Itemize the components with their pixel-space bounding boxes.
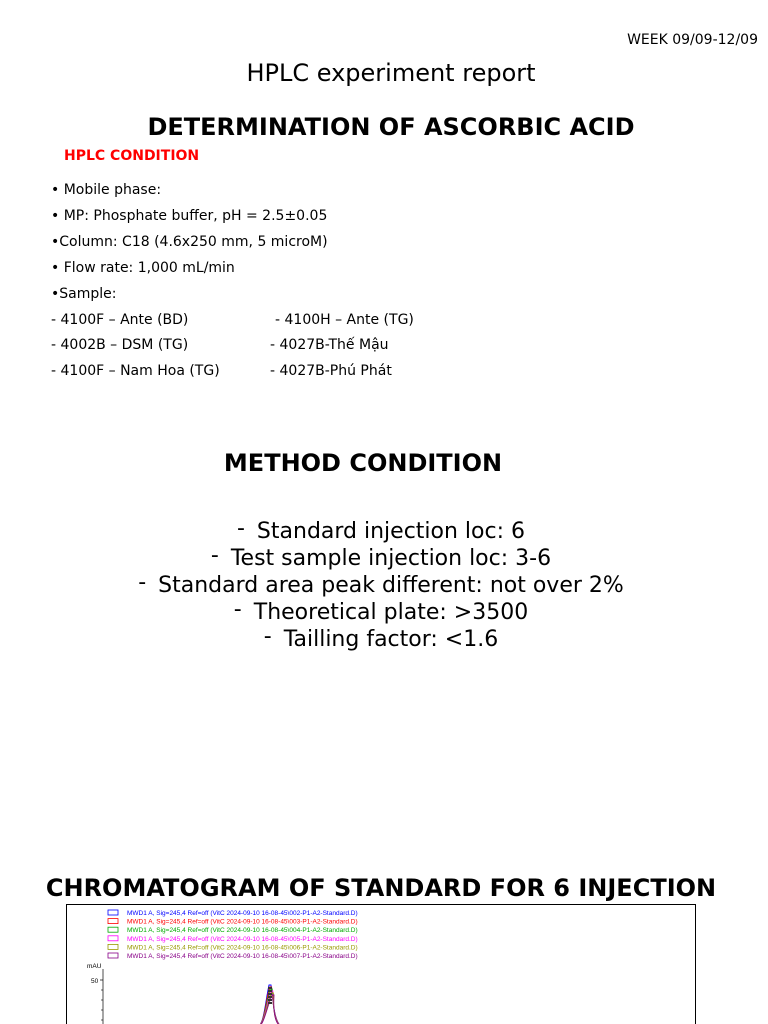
peak-label-mark [268,993,272,995]
sample-right: - 4100H – Ante (TG) [275,312,414,328]
legend-swatch [108,936,118,941]
peak-label-mark [268,990,272,992]
chromatogram-svg [67,905,696,1024]
peak-label-mark [268,996,272,998]
legend-label: MWD1 A, Sig=245,4 Ref=off (VitC 2024-09-10 16-08-45\004-P1-A2-Standard.D) [127,927,358,935]
legend-swatch [108,927,118,932]
legend-label: MWD1 A, Sig=245,4 Ref=off (VitC 2024-09-10 16-08-45\006-P1-A2-Standard.D) [127,944,358,952]
method-condition-heading: METHOD CONDITION [223,449,503,477]
bullet-dash: - [233,597,242,622]
method-item-text: Tailling factor: <1.6 [283,627,499,652]
legend-label: MWD1 A, Sig=245,4 Ref=off (VitC 2024-09-10 16-08-45\002-P1-A2-Standard.D) [127,910,358,917]
peak-label-mark [268,999,272,1001]
peak-label-mark [268,987,272,989]
sample-row [51,312,414,328]
method-item-text: Standard injection loc: 6 [256,519,526,544]
method-item [0,597,762,625]
sample-right: - 4027B-Phú Phát [270,363,392,379]
legend-label: MWD1 A, Sig=245,4 Ref=off (VitC 2024-09-10 16-08-45\007-P1-A2-Standard.D) [127,953,358,960]
legend-swatch [108,944,118,949]
method-item [0,516,762,544]
condition-line: • Flow rate: 1,000 mL/min [51,260,235,276]
bullet-dash: - [138,570,147,595]
sample-left: - 4100F – Ante (BD) [51,312,189,328]
sample-row [51,337,389,353]
method-item-text: Standard area peak different: not over 2% [158,573,624,598]
legend-swatch [108,953,118,958]
legend-label: MWD1 A, Sig=245,4 Ref=off (VitC 2024-09-10 16-08-45\003-P1-A2-Standard.D) [127,918,358,926]
chromatogram-chart [66,904,696,1024]
sample-left: - 4002B – DSM (TG) [51,337,189,353]
bullet-dash: - [236,516,245,541]
method-item-text: Theoretical plate: >3500 [253,600,529,625]
y-tick-label: 50 [91,978,99,985]
legend-swatch [108,910,118,915]
peak-label-mark [268,1002,272,1004]
condition-line: •Column: C18 (4.6x250 mm, 5 microM) [51,234,328,250]
sample-right: - 4027B-Thế Mậu [270,337,389,353]
sample-left: - 4100F – Nam Hoa (TG) [51,363,220,379]
method-item [0,624,762,652]
week-label: WEEK 09/09-12/09 [627,32,758,48]
condition-line: • MP: Phosphate buffer, pH = 2.5±0.05 [51,208,328,224]
main-heading: DETERMINATION OF ASCORBIC ACID [147,113,635,141]
legend-swatch [108,919,118,924]
y-axis-label: mAU [87,963,102,970]
condition-line: •Sample: [51,286,117,302]
method-item [0,570,762,598]
method-item-text: Test sample injection loc: 3-6 [230,546,552,571]
condition-line: • Mobile phase: [51,182,162,198]
report-title: HPLC experiment report [246,59,536,87]
chromatogram-heading: CHROMATOGRAM OF STANDARD FOR 6 INJECTION [45,874,717,902]
legend-label: MWD1 A, Sig=245,4 Ref=off (VitC 2024-09-10 16-08-45\005-P1-A2-Standard.D) [127,935,358,943]
bullet-dash: - [263,624,272,649]
method-item [0,543,762,571]
bullet-dash: - [210,543,219,568]
sample-row [51,363,392,379]
hplc-condition-heading: HPLC CONDITION [64,148,200,164]
